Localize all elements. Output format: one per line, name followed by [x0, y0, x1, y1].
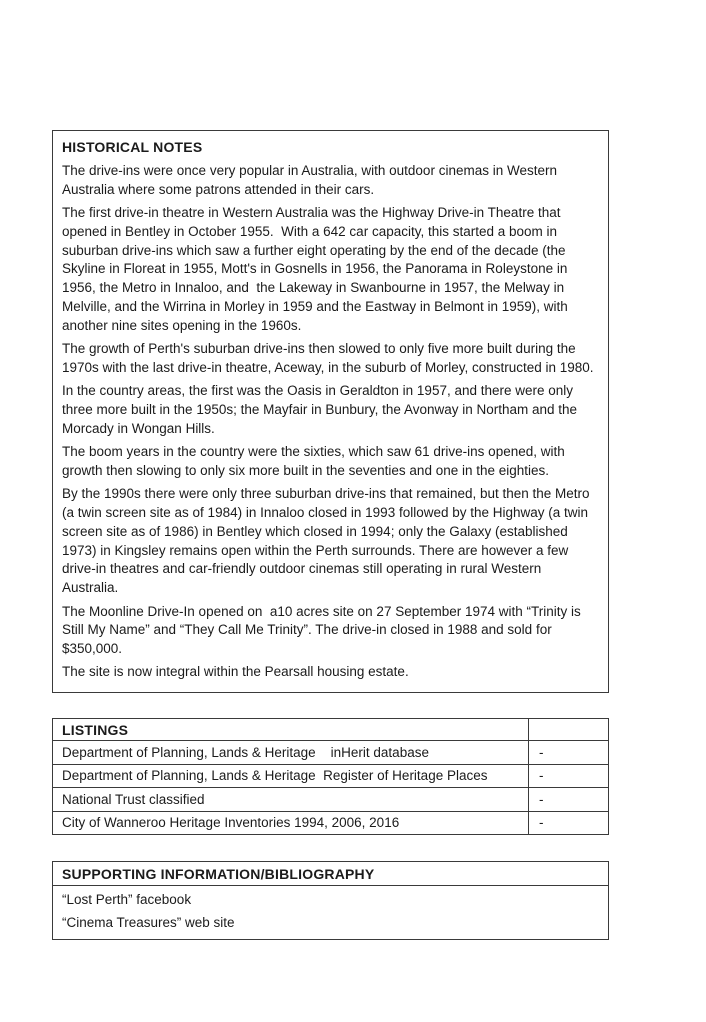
historical-paragraph: By the 1990s there were only three suburban drive-ins that remained, but then the Metro (a twin screen site as of 1984) in Innaloo closed in 1993 followed by the Highway (a twin screen site as of 1986) in Bentley which closed in 1994; only the Galaxy (established 1973) in Kingsley remains open within the Perth surrounds. There are however a few drive-in theatres and car-friendly outdoor cinemas still operating in rural Western Australia.	[62, 486, 594, 596]
listings-header-row	[53, 719, 608, 740]
row-value: -	[528, 741, 608, 764]
supporting-title: SUPPORTING INFORMATION/BIBLIOGRAPHY	[62, 865, 375, 882]
historical-paragraph: The Moonline Drive-In opened on a10 acres site on 27 September 1974 with “Trinity is Still My Name” and “They Call Me Trinity”. The drive-in closed in 1988 and sold for $350,000.	[62, 603, 585, 657]
historical-notes-title: HISTORICAL NOTES	[62, 139, 203, 155]
supporting-section	[52, 861, 609, 940]
row-value: -	[528, 765, 608, 788]
row-label: Department of Planning, Lands & Heritage inHerit database	[62, 744, 429, 760]
historical-paragraph: The growth of Perth's suburban drive-ins then slowed to only five more built during the 1970s with the last drive-in theatre, Aceway, in the suburb of Morley, constructed in 1980.	[62, 341, 594, 375]
row-label: Department of Planning, Lands & Heritage Register of Heritage Places	[62, 768, 488, 784]
historical-notes-section	[52, 130, 609, 693]
supporting-item: “Lost Perth” facebook	[62, 892, 192, 907]
historical-paragraph: In the country areas, the first was the Oasis in Geraldton in 1957, and there were only three more built in the 1950s; the Mayfair in Bunbury, the Avonway in Northam and the Morcady in Wongan Hills.	[62, 383, 581, 436]
historical-paragraph: The boom years in the country were the sixties, which saw 61 drive-ins opened, with growth then slowing to only six more built in the seventies and one in the eighties.	[62, 444, 569, 478]
historical-paragraph: The drive-ins were once very popular in Australia, with outdoor cinemas in Western Australia where some patrons attended in their cars.	[62, 163, 561, 197]
supporting-item: “Cinema Treasures” web site	[62, 915, 235, 930]
supporting-body	[53, 886, 608, 939]
table-row	[53, 764, 608, 788]
table-row	[53, 740, 608, 764]
supporting-header-row	[53, 862, 608, 886]
historical-paragraph: The first drive-in theatre in Western Australia was the Highway Drive-in Theatre that opened in Bentley in October 1955. With a 642 car capacity, this started a boom in suburban drive-ins which saw a further eight operating by the end of the decade (the Skyline in Floreat in 1955, Mott's in Gosnells in 1956, the Panorama in Roleystone in 1956, the Metro in Innaloo, and the Lakeway in Swanbourne in 1957, the Melway in Melville, and the Wirrina in Morley in 1959 and the Eastway in Belmont in 1959), with another nine sites opening in the 1960s.	[62, 205, 572, 333]
listings-table	[52, 718, 609, 835]
row-label: City of Wanneroo Heritage Inventories 1994, 2006, 2016	[62, 815, 400, 831]
listings-title: LISTINGS	[62, 721, 129, 738]
row-value: -	[528, 788, 608, 811]
row-value: -	[528, 812, 608, 835]
table-row	[53, 787, 608, 811]
table-row	[53, 811, 608, 835]
row-label: National Trust classified	[62, 791, 205, 807]
listings-header-value-cell	[528, 719, 608, 740]
historical-paragraph: The site is now integral within the Pearsall housing estate.	[62, 664, 409, 680]
